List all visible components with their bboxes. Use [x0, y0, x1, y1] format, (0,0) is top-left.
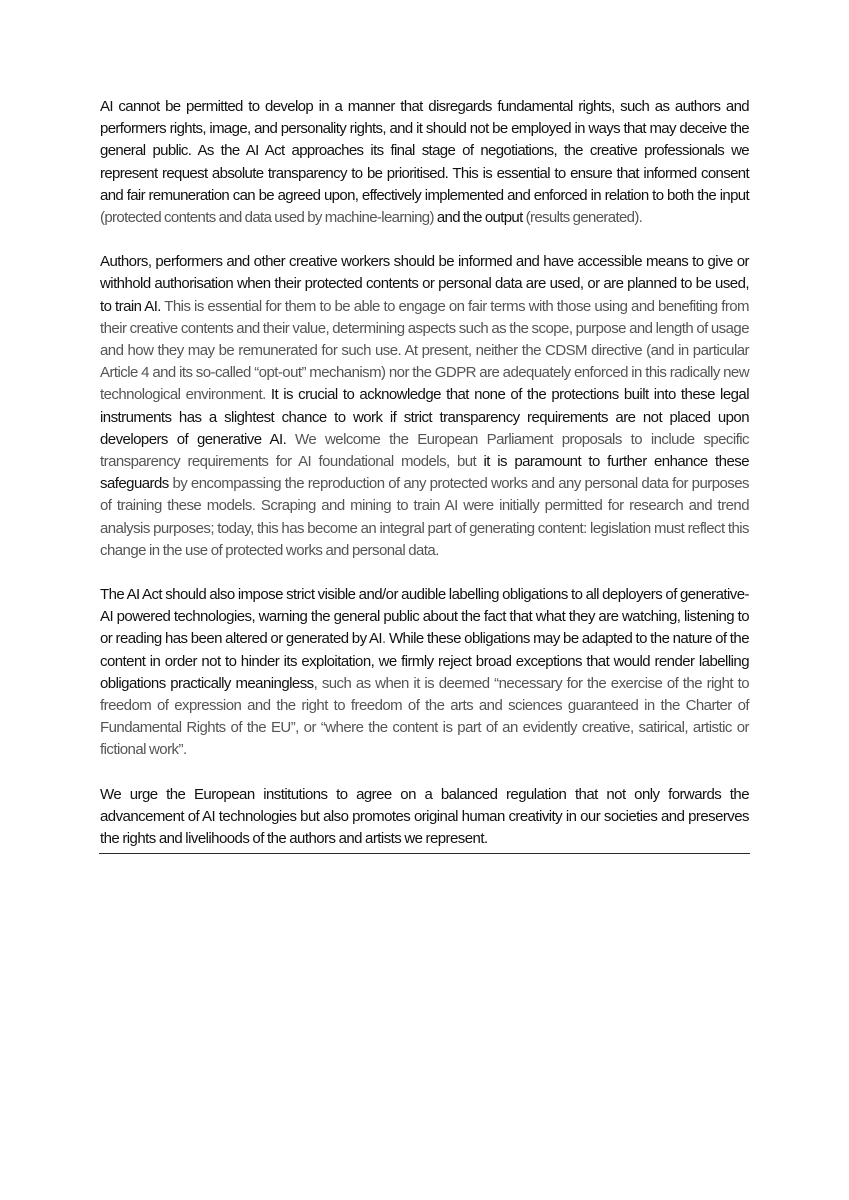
- paragraph-1-output-note: (results generated).: [525, 209, 643, 227]
- paragraph-2-bold-lead: Authors, performers and other creative workers should be informed and have accessible means to give or withhold authorisation when their protected contents or personal data are used, or are planned to be used, to train AI.: [100, 253, 749, 315]
- section-divider-line: [99, 853, 750, 854]
- paragraph-2-welcome-text: We welcome the European Parliament proposals to include specific transparency requirements for AI foundational models, but: [100, 430, 749, 471]
- paragraph-3-quoted-exceptions: , such as when it is deemed “necessary for the exercise of the right to freedom of expression and the right to freedom of the arts and sciences guaranteed in the Charter of Fundamental Rights of the EU”, or “where the content is part of an evidently creative, satirical, artistic or fictional work”.: [100, 674, 749, 759]
- paragraph-3-bold-reject: While these obligations may be adapted to the nature of the content in order not to hinder its exploitation, we firmly reject broad exceptions that would render labelling obligations practically meaningless: [100, 630, 749, 692]
- paragraph-2-bold-crucial: It is crucial to acknowledge that none of the protections built into these legal instruments has a slightest chance to work if strict transparency requirements are not placed upon developers of generative AI.: [100, 386, 749, 448]
- paragraph-ai-rights-transparency: [100, 96, 749, 229]
- paragraph-3-separator: .: [382, 630, 389, 648]
- document-body: [100, 96, 749, 872]
- paragraph-1-input-note: (protected contents and data used by machine-learning): [100, 209, 434, 227]
- paragraph-closing-urge: [100, 784, 749, 851]
- paragraph-3-bold-lead: The AI Act should also impose strict visible and/or audible labelling obligations to all deployers of generative-AI powered technologies, warning the general public about the fact that what they are watching, listening to or reading has been altered or generated by AI: [100, 586, 749, 648]
- paragraph-4-bold-text: We urge the European institutions to agree on a balanced regulation that not only forwards the advancement of AI technologies but also promotes original human creativity in our societies and preserves the rights and livelihoods of the authors and artists we represent.: [100, 785, 749, 848]
- paragraph-authorisation-training: [100, 251, 749, 562]
- paragraph-2-explanation: This is essential for them to be able to engage on fair terms with those using and benefiting from their creative contents and their value, determining aspects such as the scope, purpose and length of usage and how they may be remunerated for such use. At present, neither the CDSM directive (and in particular Article 4 and its so-called “opt-out” mechanism) nor the GDPR are adequately enforced in this radically new technological environment.: [100, 297, 750, 404]
- paragraph-2-bold-paramount: it is paramount to further enhance these safeguards: [100, 453, 749, 493]
- paragraph-1-bold-text: AI cannot be permitted to develop in a manner that disregards fundamental rights, such as authors and performers rights, image, and personality rights, and it should not be employed in ways that may deceive the general public. As the AI Act approaches its final stage of negotiations, the creative professionals we represent request absolute transparency to be prioritised. This is essential to ensure that informed consent and fair remuneration can be agreed upon, effectively implemented and enforced in relation to both the input: [100, 98, 749, 204]
- paragraph-labelling-obligations: [100, 584, 749, 762]
- paragraph-2-closing-text: by encompassing the reproduction of any protected works and any personal data for purposes of training these models. Scraping and mining to train AI were initially permitted for research and trend analysis purposes; today, this has become an integral part of generating content: legislation must reflect this change in the use of protected works and personal data.: [100, 475, 749, 559]
- paragraph-1-output-label: and the output: [433, 209, 526, 227]
